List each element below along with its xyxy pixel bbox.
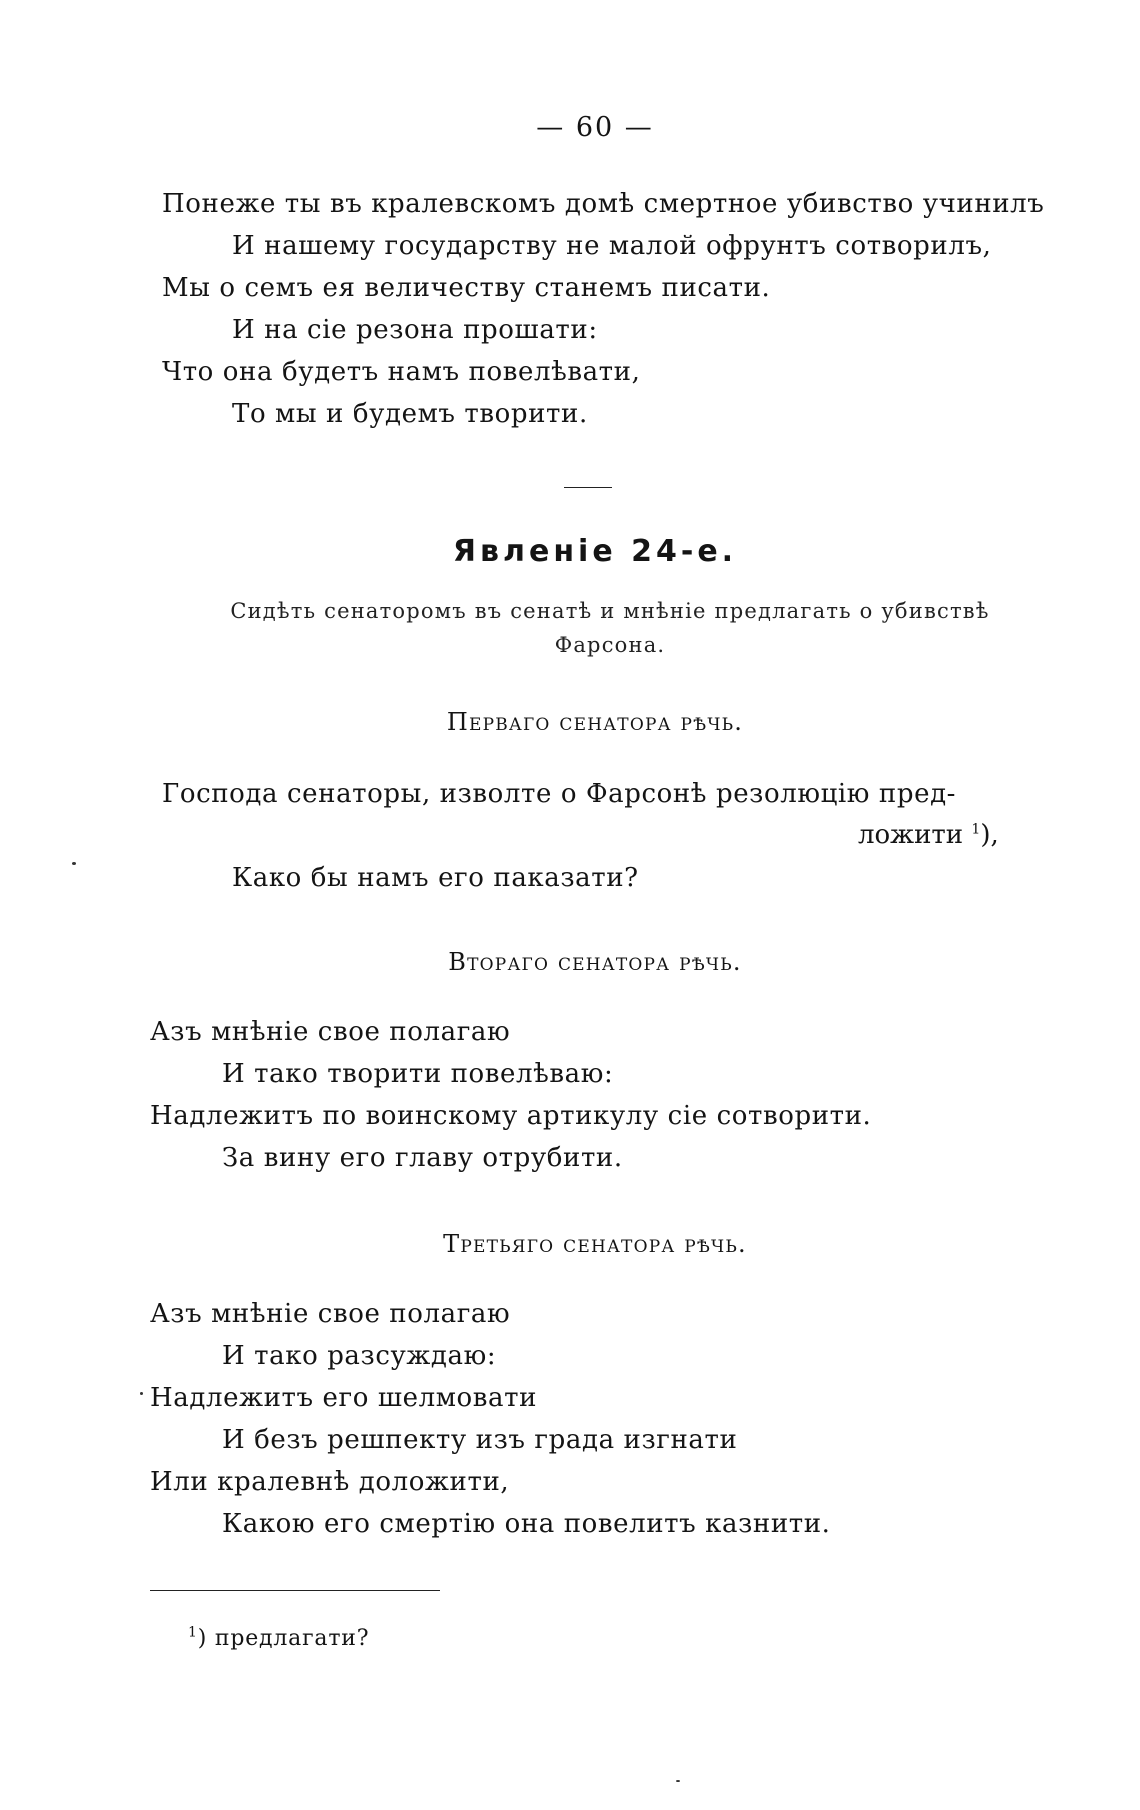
speech-line: Господа сенаторы, изволте о Фарсонѣ резолюцію пред- xyxy=(162,779,957,809)
stage-direction-line: Сидѣть сенаторомъ въ сенатѣ и мнѣніе предлагать о убивствѣ xyxy=(230,599,990,623)
verse-line: То мы и будемъ творити. xyxy=(232,399,588,429)
speech-line: Како бы намъ его паказати? xyxy=(232,863,639,893)
scan-speck xyxy=(676,1780,680,1782)
speech-line: И тако творити повелѣваю: xyxy=(222,1059,614,1089)
speech-line-continuation xyxy=(858,820,999,850)
speech-line: Азъ мнѣніе свое полагаю xyxy=(150,1299,511,1329)
scan-speck xyxy=(140,1392,143,1395)
speech-line: И тако разсуждаю: xyxy=(222,1341,497,1371)
footnote xyxy=(188,1626,369,1651)
scene-heading: Явленіе 24-е. xyxy=(452,534,738,569)
verse-line: Что она будетъ намъ повелѣвати, xyxy=(162,357,641,387)
verse-line: И нашему государству не малой офрунтъ сотворилъ, xyxy=(232,231,992,261)
section-separator xyxy=(564,487,612,488)
verse-line: Мы о семъ ея величеству станемъ писати. xyxy=(162,273,771,303)
continuation-end: ), xyxy=(980,820,999,850)
continuation-text: ложити xyxy=(858,820,964,850)
footnote-rule xyxy=(150,1590,440,1591)
stage-direction-line: Фарсона. xyxy=(554,633,666,657)
verse-line: И на сіе резона прошати: xyxy=(232,315,598,345)
footnote-text: ) предлагати? xyxy=(197,1626,370,1651)
speech-line: Надлежитъ его шелмовати xyxy=(150,1383,538,1413)
speech-line: За вину его главу отрубити. xyxy=(222,1143,623,1173)
verse-line: Понеже ты въ кралевскомъ домѣ смертное убивство учинилъ xyxy=(162,189,1045,219)
speech-line: И безъ решпекту изъ града изгнати xyxy=(222,1425,738,1455)
speech-line: Надлежитъ по воинскому артикулу сіе сотворити. xyxy=(150,1101,872,1131)
speech-line: Или кралевнѣ доложити, xyxy=(150,1467,510,1497)
speaker-heading: Третьяго сенатора рѣчь. xyxy=(443,1230,747,1258)
speech-line: Азъ мнѣніе свое полагаю xyxy=(150,1017,511,1047)
speaker-heading: Втораго сенатора рѣчь. xyxy=(448,948,742,976)
scan-speck xyxy=(72,862,76,865)
speech-line: Какою его смертію она повелитъ казнити. xyxy=(222,1509,831,1539)
footnote-mark: 1 xyxy=(188,1624,198,1641)
speaker-heading: Перваго сенатора рѣчь. xyxy=(446,708,744,736)
page-number: — 60 — xyxy=(536,112,654,143)
footnote-reference: 1 xyxy=(971,821,981,838)
